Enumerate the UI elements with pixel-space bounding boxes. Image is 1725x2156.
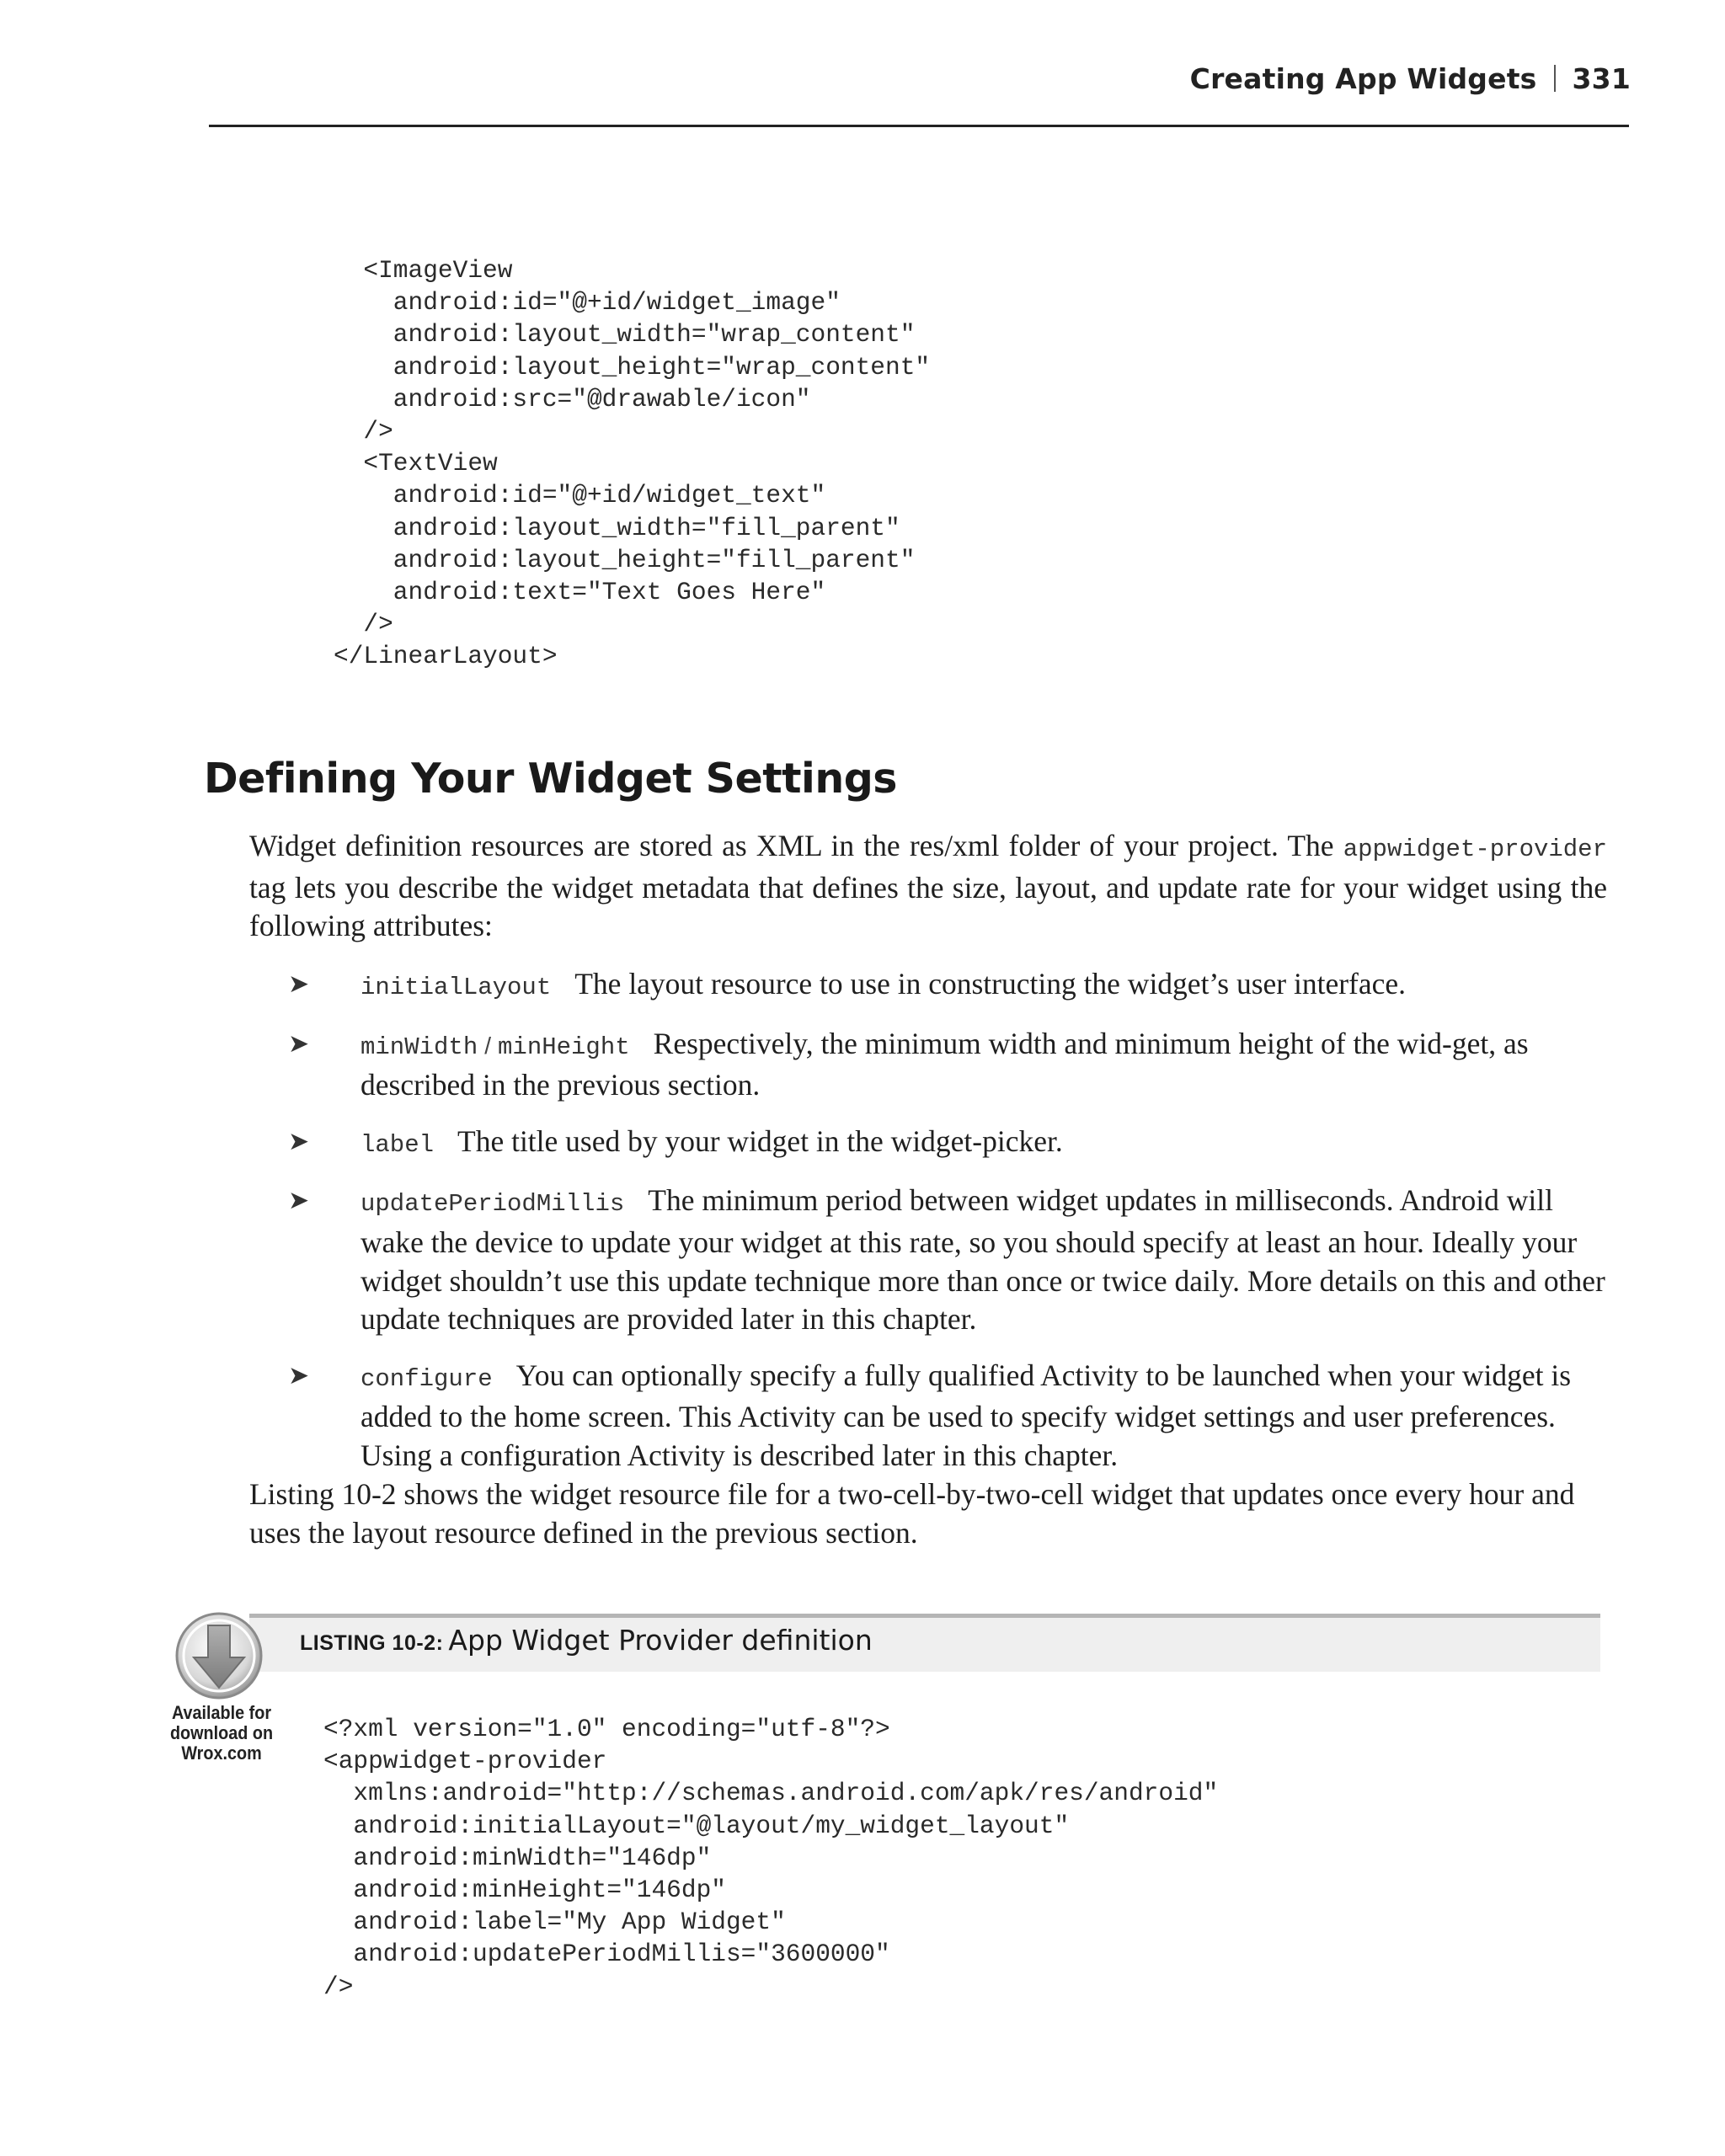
attribute-term: minHeight: [498, 1033, 630, 1061]
arrowhead-bullet-icon: ➤: [288, 1126, 310, 1156]
attribute-term: initialLayout: [360, 974, 552, 1001]
download-line: Available for: [171, 1702, 272, 1723]
code-line: android:layout_height="wrap_content": [334, 352, 931, 382]
attribute-term: label: [360, 1130, 435, 1159]
list-item: [249, 1123, 1607, 1165]
attribute-term: updatePeriodMillis: [360, 1190, 625, 1219]
code-line: android:layout_width="fill_parent": [334, 513, 900, 542]
list-item: [249, 965, 1607, 1007]
code-line: <ImageView: [334, 256, 513, 285]
code-line: android:id="@+id/widget_image": [334, 288, 841, 318]
attribute-term: minWidth: [360, 1033, 478, 1061]
code-line: android:updatePeriodMillis="3600000": [323, 1940, 890, 1969]
listing-caption: [300, 1624, 873, 1657]
download-arrow-icon: [168, 1610, 270, 1705]
code-line: />: [334, 417, 393, 446]
intro-text: tag lets you describe the widget metadata that defines the size, layout, and update rate for your widget using the following attributes:: [249, 870, 1607, 943]
list-item: [249, 1182, 1607, 1338]
code-line: <TextView: [334, 449, 498, 478]
attribute-description: The minimum period between widget updates in milliseconds. Android will wake the device to update your widget at this rate, so you should specify at least an hour. Ideally your widget shouldn’t use this update technique more than once or twice daily. More details on this and other update techniques are provided later in this chapter.: [360, 1183, 1605, 1337]
running-header: [1190, 62, 1631, 95]
code-fragment: [334, 254, 930, 673]
page-number: 331: [1572, 62, 1631, 95]
list-item: [249, 1025, 1607, 1105]
inline-code: appwidget-provider: [1343, 835, 1607, 863]
code-line: android:label="My App Widget": [323, 1908, 786, 1937]
section-heading: Defining Your Widget Settings: [204, 755, 897, 803]
download-line: Wrox.com: [181, 1742, 262, 1764]
code-line: android:layout_height="fill_parent": [334, 545, 916, 574]
code-line: />: [334, 610, 393, 639]
code-line: <appwidget-provider: [323, 1747, 607, 1776]
code-line: xmlns:android="http://schemas.android.com/apk/res/android": [323, 1779, 1219, 1808]
term-separator: /: [484, 1032, 492, 1059]
arrowhead-bullet-icon: ➤: [288, 1360, 310, 1390]
list-item: [249, 1357, 1607, 1476]
attribute-description: You can optionally specify a fully qualified Activity to be launched when your widget is added to the home screen. This Activity can be used to specify widget settings and user preferences. Using a configuration Activity is described later in this chapter.: [360, 1358, 1572, 1472]
code-line: />: [323, 1972, 354, 2001]
arrowhead-bullet-icon: ➤: [288, 969, 310, 999]
code-line: <?xml version="1.0" encoding="utf-8"?>: [323, 1715, 890, 1743]
download-availability-text: [158, 1703, 284, 1764]
header-rule: [209, 125, 1629, 127]
listing-intro-paragraph: Listing 10-2 shows the widget resource file for a two-cell-by-two-cell widget that updates once every hour and uses the layout resource defined in the previous section.: [249, 1477, 1575, 1550]
intro-text: Widget definition resources are stored as XML in the res/xml folder of your project. The: [249, 829, 1343, 862]
attribute-list: [249, 965, 1607, 1493]
arrowhead-bullet-icon: ➤: [288, 1028, 310, 1059]
chapter-title: Creating App Widgets: [1189, 62, 1537, 95]
attribute-description: The layout resource to use in constructing the widget’s user interface.: [574, 967, 1407, 1001]
intro-paragraph: [249, 827, 1607, 946]
code-line: android:initialLayout="@layout/my_widget_layout": [323, 1811, 1070, 1840]
header-separator: [1554, 65, 1556, 92]
download-line: download on: [169, 1722, 274, 1743]
attribute-description: Respectively, the minimum width and minimum height of the wid-get, as described in the previous section.: [360, 1026, 1529, 1102]
listing-label: LISTING 10-2:: [300, 1631, 444, 1655]
code-line: android:minHeight="146dp": [323, 1876, 726, 1905]
listing-title: App Widget Provider definition: [448, 1624, 873, 1657]
code-line: android:id="@+id/widget_text": [334, 481, 826, 510]
code-line: </LinearLayout>: [334, 642, 558, 671]
code-line: android:src="@drawable/icon": [334, 384, 811, 414]
code-line: android:minWidth="146dp": [323, 1843, 712, 1872]
code-line: android:layout_width="wrap_content": [334, 320, 916, 350]
listing-code: [323, 1713, 1218, 2003]
code-line: android:text="Text Goes Here": [334, 578, 826, 607]
arrowhead-bullet-icon: ➤: [288, 1186, 310, 1216]
attribute-description: The title used by your widget in the widget-picker.: [457, 1123, 1063, 1158]
attribute-term: configure: [360, 1364, 493, 1393]
